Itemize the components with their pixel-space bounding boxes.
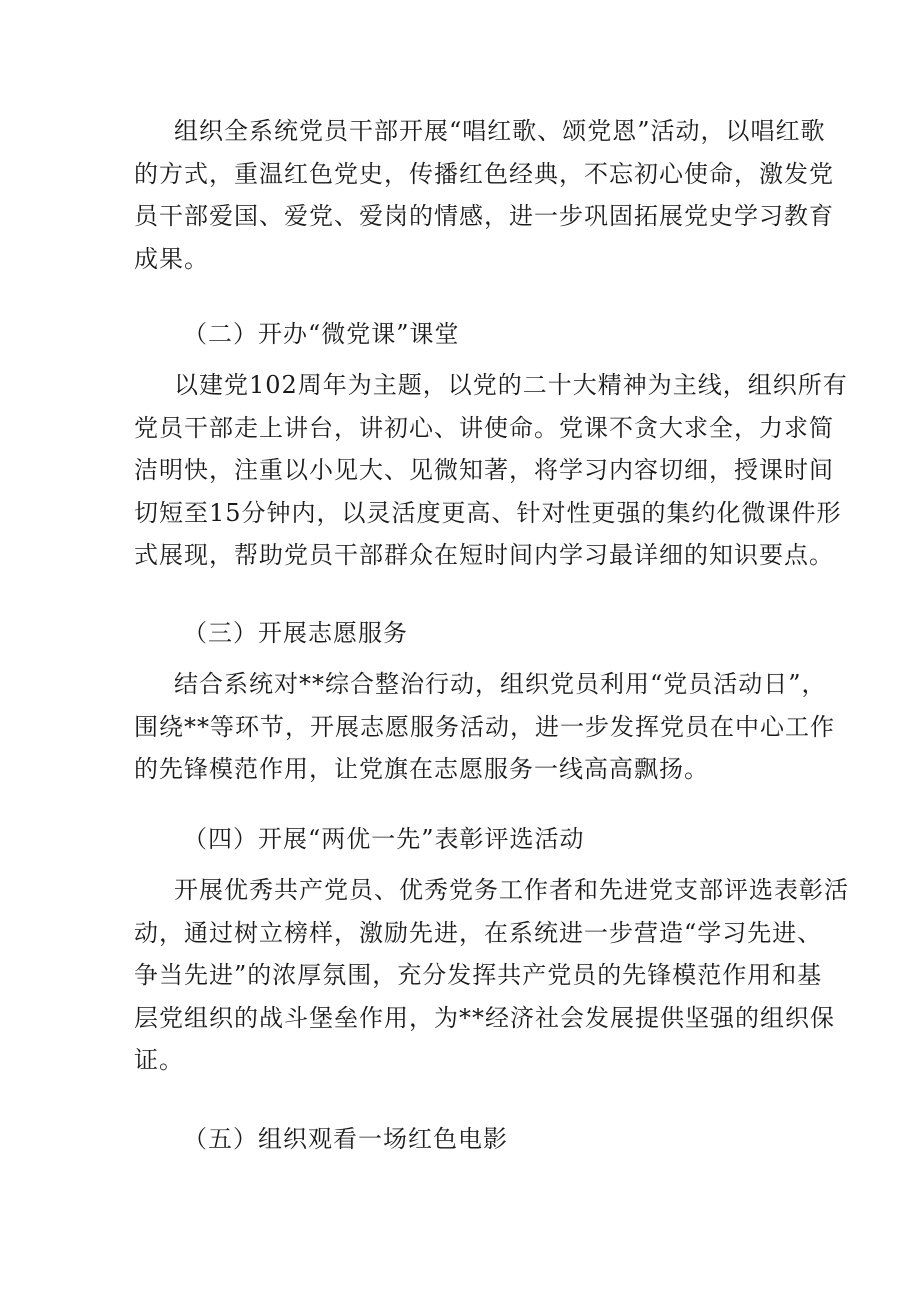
text-line: 动，通过树立榜样，激励先进，在系统进一步营造“学习先进、 [134, 918, 823, 947]
text-line: 洁明快，注重以小见大、见微知著，将学习内容切细，授课时间 [134, 456, 834, 484]
text-line: 切短至15分钟内，以灵活度更高、针对性更强的集约化微课件形 [134, 498, 842, 527]
text-line: 党员干部走上讲台，讲初心、讲使命。党课不贪大求全，力求简 [134, 413, 834, 442]
text-line: 争当先进”的浓厚氛围，充分发挥共产党员的先锋模范作用和基 [134, 961, 823, 989]
text-line: 的方式，重温红色党史，传播红色经典，不忘初心使命，激发党 [134, 159, 834, 188]
section-heading-2: （二）开办“微党课”课堂 [183, 320, 460, 348]
section-heading-3: （三）开展志愿服务 [183, 619, 408, 647]
text-line: 层党组织的战斗堡垒作用，为**经济社会发展提供坚强的组织保 [134, 1003, 835, 1032]
paragraph-3 [134, 663, 835, 791]
text-line: 式展现，帮助党员干部群众在短时间内学习最详细的知识要点。 [134, 541, 834, 569]
text-line: 以建党102周年为主题，以党的二十大精神为主线，组织所有 [174, 371, 848, 399]
text-line: 员干部爱国、爱党、爱岗的情感，进一步巩固拓展党史学习教育 [134, 202, 834, 230]
text-line: 组织全系统党员干部开展“唱红歌、颂党恩”活动，以唱红歌 [174, 117, 826, 145]
text-line: 成果。 [134, 244, 209, 273]
text-line: 证。 [134, 1046, 184, 1074]
text-line: 围绕**等环节，开展志愿服务活动，进一步发挥党员在中心工作 [134, 712, 835, 741]
paragraph-1 [134, 110, 834, 280]
text-line: 结合系统对**综合整治行动，组织党员利用“党员活动日”， [174, 670, 827, 698]
section-heading-4: （四）开展“两优一先”表彰评选活动 [183, 825, 585, 853]
paragraph-4 [134, 869, 849, 1082]
section-heading-5: （五）组织观看一场红色电影 [183, 1125, 508, 1153]
text-line: 开展优秀共产党员、优秀党务工作者和先进党支部评选表彰活 [174, 876, 849, 904]
paragraph-2 [134, 364, 848, 577]
text-line: 的先锋模范作用，让党旗在志愿服务一线高高飘扬。 [134, 755, 709, 783]
